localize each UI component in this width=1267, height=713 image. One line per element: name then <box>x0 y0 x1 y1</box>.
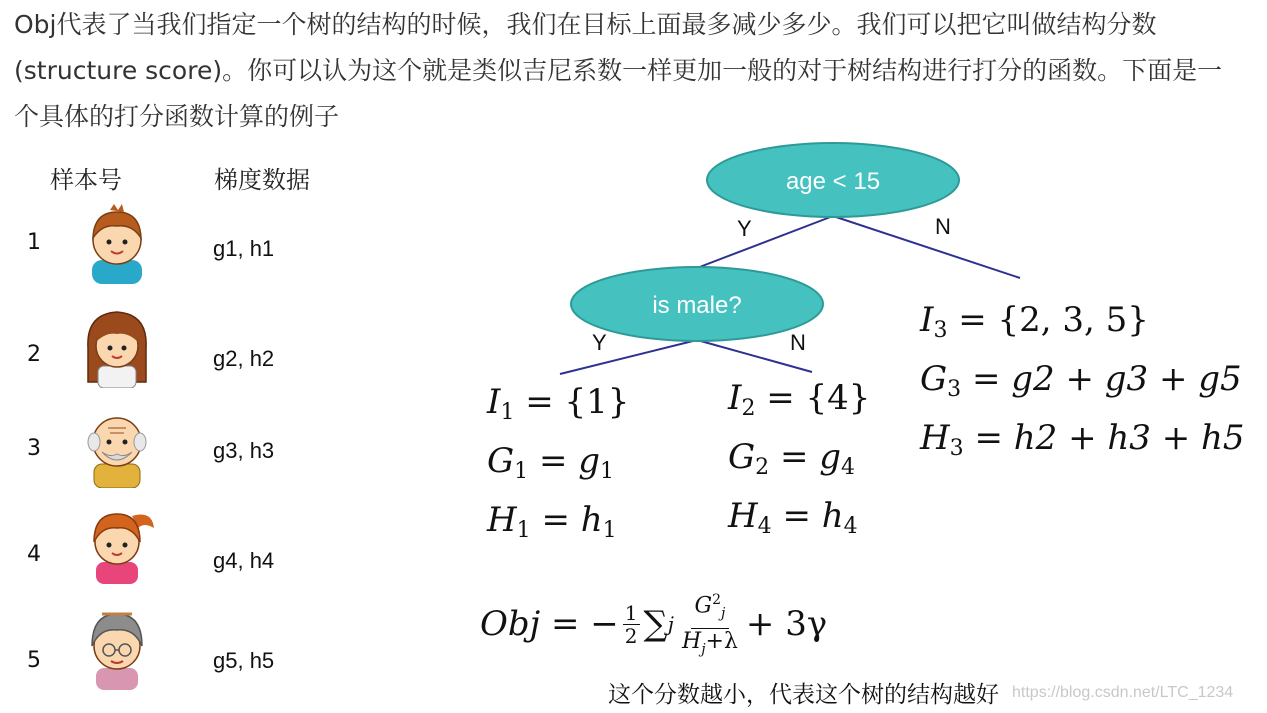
leaf3-h-sum: h2 + h3 + h5 <box>1013 418 1245 458</box>
numerator-exponent: 2 <box>712 592 722 608</box>
leaf2-instance-set: {4} <box>805 378 871 418</box>
numerator-index: j <box>721 605 726 622</box>
edge-root-yes <box>697 216 833 268</box>
half-denominator: 2 <box>624 623 638 648</box>
leaf1-h-sub: 1 <box>602 518 617 543</box>
sample-id-3: 3 <box>27 436 41 461</box>
leaf3-formulas: $I_3 = \{2$, 3, 5} $G_3 = g2 + g3 + g5$ $H_3 = h2 + h3 + h5$ <box>920 300 1245 461</box>
leaf2-h-sub: 4 <box>843 514 858 539</box>
gradient-1: g1, h1 <box>213 236 275 261</box>
root-yes-label: Y <box>737 216 752 241</box>
root-no-label: N <box>935 214 951 239</box>
leaf2-g: g <box>819 437 842 477</box>
denominator-lambda: +λ <box>705 628 738 654</box>
leaf1-formulas: $I_1 = \{1\}$ $G_1 = g_1$ $H_1 = h_1$ <box>487 382 630 543</box>
fraction-denominator: H <box>682 628 702 654</box>
watermark: https://blog.csdn.net/LTC_1234 <box>1012 684 1234 701</box>
gradient-5: g5, h5 <box>213 648 275 673</box>
intro-paragraph: Obj代表了当我们指定一个树的结构的时候，我们在目标上面最多减少多少。我们可以把它叫做结构分数(structure score)。你可以认为这个就是类似吉尼系数一样更加一般的对于树结构进行打分的函数。下面是一个具体的打分函数计算的例子 <box>14 10 1223 131</box>
caption-text: 这个分数越小，代表这个树的结构越好 <box>608 682 999 708</box>
leaf3-instance-set: {2, 3, 5} <box>997 300 1149 340</box>
leaf1-g: g <box>578 441 601 481</box>
gradient-header: 梯度数据 <box>214 166 310 194</box>
sample-id-4: 4 <box>27 542 41 567</box>
leaf1-g-sub: 1 <box>600 459 615 484</box>
sum-index: j <box>667 612 674 637</box>
half-numerator: 1 <box>624 600 638 625</box>
gradient-2: g2, h2 <box>213 346 275 371</box>
edge-root-no <box>833 216 1020 278</box>
sample-id-header: 样本号 <box>50 166 122 194</box>
objective-lhs: Obj <box>480 604 541 645</box>
gradient-3: g3, h3 <box>213 438 275 463</box>
child-yes-label: Y <box>592 330 607 355</box>
leaf1-h: h <box>580 500 603 540</box>
fraction-numerator: G <box>694 593 713 619</box>
denominator-index: j <box>701 641 706 658</box>
sum-symbol: ∑ <box>643 604 668 645</box>
edge-child-yes <box>560 340 697 374</box>
sample-id-1: 1 <box>27 230 41 255</box>
gradient-4: g4, h4 <box>213 548 275 573</box>
leaf3-g-sum: g2 + g3 + g5 <box>1011 359 1242 399</box>
leaf2-h: h <box>821 496 844 536</box>
leaf2-g-sub: 4 <box>841 455 856 480</box>
sample-id-5: 5 <box>27 648 41 673</box>
child-node-label: is male? <box>652 292 742 319</box>
sample-id-2: 2 <box>27 342 41 367</box>
root-node-label: age < 15 <box>785 168 881 195</box>
objective-formula: Obj = − $\frac{1}{2}$ ∑ j $G^2_j$ $H_j+\lambda$ + 3γ <box>480 586 827 662</box>
child-no-label: N <box>790 330 806 355</box>
gamma-term: + 3γ <box>745 604 828 645</box>
leaf1-instance-set: {1} <box>564 382 630 422</box>
half-fraction <box>623 602 640 647</box>
leaf2-formulas: $I_2 = \{4\}$ $G_2 = g_4$ $H_4 = h_4$ <box>728 378 871 539</box>
score-fraction <box>682 586 738 662</box>
